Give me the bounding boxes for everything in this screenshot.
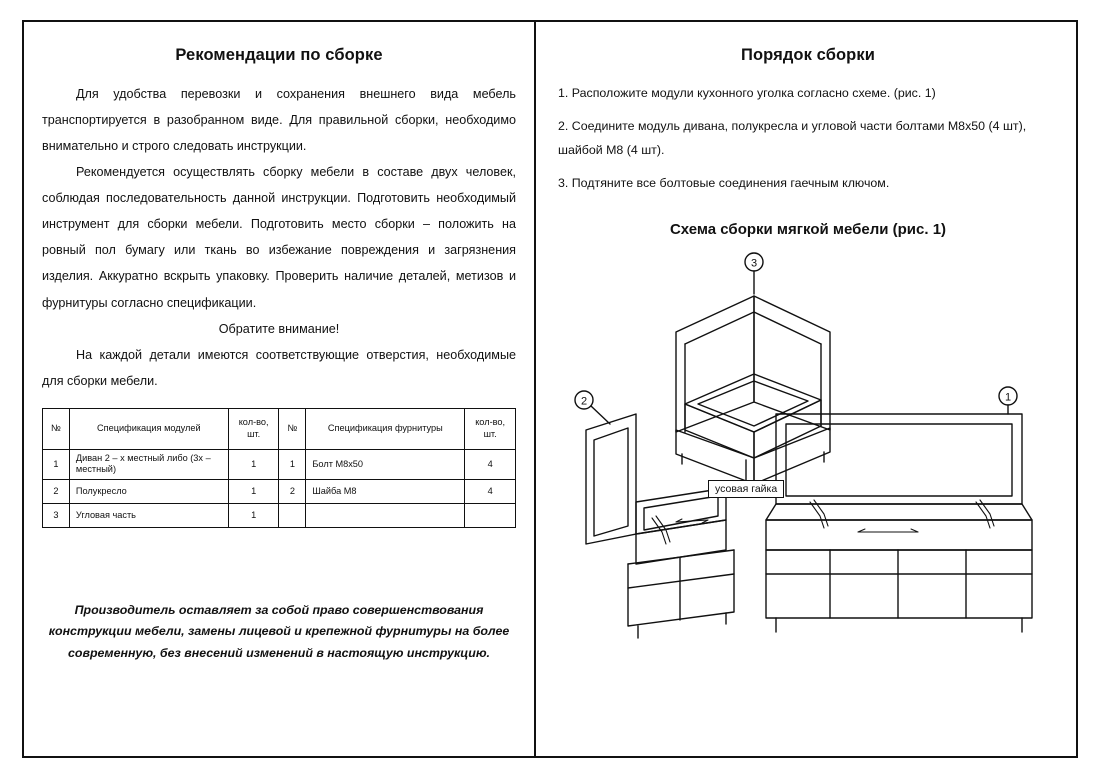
header-cell-num-2: № — [279, 408, 306, 449]
cell-row1-col5: Болт М8х50 — [306, 449, 465, 479]
header-cell-qty-1: кол-во, шт. — [228, 408, 279, 449]
cell-row2-col4: 2 — [279, 479, 306, 503]
cell-row3-col1: 3 — [43, 503, 70, 527]
table-row — [43, 449, 516, 479]
left-column — [24, 22, 536, 756]
assembly-step-1: 1. Расположите модули кухонного уголка согласно схеме. (рис. 1) — [558, 86, 936, 100]
cell-row1-col6: 4 — [465, 449, 516, 479]
left-paragraph-3: На каждой детали имеются соответствующие отверстия, необходимые для сборки мебели. — [42, 347, 516, 388]
cell-row2-col5: Шайба М8 — [306, 479, 465, 503]
figure-title: Схема сборки мягкой мебели (рис. 1) — [669, 221, 947, 239]
cell-row3-col2: Угловая часть — [69, 503, 228, 527]
marker-sofa-label: 1 — [1004, 391, 1012, 404]
sofa-seat-top — [766, 504, 1032, 520]
right-column — [536, 22, 1076, 756]
assembly-steps — [558, 81, 1058, 195]
left-paragraph-1: Для удобства перевозки и сохранения внешнего вида мебель транспортируется в разобранном виде. Для правильной сборки, необходимо внимательно и строго следовать инструкции. — [42, 87, 516, 154]
attention-note: Обратите внимание! — [218, 321, 340, 336]
cell-row3-col6 — [465, 503, 516, 527]
right-title: Порядок сборки — [741, 46, 875, 64]
marker-armchair-label: 2 — [580, 395, 588, 408]
cell-row1-col1: 1 — [43, 449, 70, 479]
cell-row1-col4: 1 — [279, 449, 306, 479]
assembly-diagram-svg — [558, 244, 1058, 664]
specification-table — [42, 408, 516, 528]
corner-back-left-panel — [676, 296, 754, 432]
cell-row2-col6: 4 — [465, 479, 516, 503]
corner-base-right — [754, 428, 830, 484]
header-cell-num-1: № — [43, 408, 70, 449]
cell-row1-col3: 1 — [228, 449, 279, 479]
cell-row1-col2: Диван 2 – х местный либо (3х – местный) — [69, 449, 228, 479]
cell-row3-col5 — [306, 503, 465, 527]
left-title: Рекомендации по сборке — [175, 46, 383, 64]
sofa-seat-front — [766, 520, 1032, 550]
cell-row2-col3: 1 — [228, 479, 279, 503]
left-paragraph-2: Рекомендуется осуществлять сборку мебели в составе двух человек, соблюдая последовательность данной инструкции. Подготовить необходимый инструмент для сборки мебели. Подготовить место сборки – положить на ровный пол бумагу или ткань во избежание повреждения и загрязнения изделия. Аккуратно вскрыть упаковку. Проверить наличие деталей, метизов и фурнитуры согласно спецификации. — [42, 165, 516, 310]
cell-row2-col1: 2 — [43, 479, 70, 503]
header-cell-modules: Спецификация модулей — [69, 408, 228, 449]
cell-row3-col4 — [279, 503, 306, 527]
assembly-diagram — [558, 244, 1058, 664]
assembly-step-3: 3. Подтяните все болтовые соединения гаечным ключом. — [558, 175, 890, 190]
callout-nut-label: усовая гайка — [708, 480, 784, 498]
cell-row3-col3: 1 — [228, 503, 279, 527]
corner-seat-front-right — [754, 400, 821, 458]
table-row — [43, 503, 516, 527]
corner-base-left — [676, 430, 754, 484]
header-cell-hardware: Спецификация фурнитуры — [306, 408, 465, 449]
marker-corner-label: 3 — [750, 257, 758, 270]
table-row — [43, 479, 516, 503]
sofa-base-box — [766, 550, 1032, 618]
cell-row2-col2: Полукресло — [69, 479, 228, 503]
instruction-sheet — [22, 20, 1078, 758]
header-cell-qty-2: кол-во, шт. — [465, 408, 516, 449]
manufacturer-disclaimer: Производитель оставляет за собой право совершенствования конструкции мебели, замены лицевой и крепежной фурнитуры на более современную, без внесений изменений в настоящую инструкцию. — [48, 603, 510, 660]
corner-back-right-panel — [754, 296, 830, 430]
table-header-row — [43, 408, 516, 449]
assembly-step-2: 2. Соедините модуль дивана, полукресла и угловой части болтами М8х50 (4 шт), шайбой М8 (4 шт). — [558, 118, 1027, 158]
